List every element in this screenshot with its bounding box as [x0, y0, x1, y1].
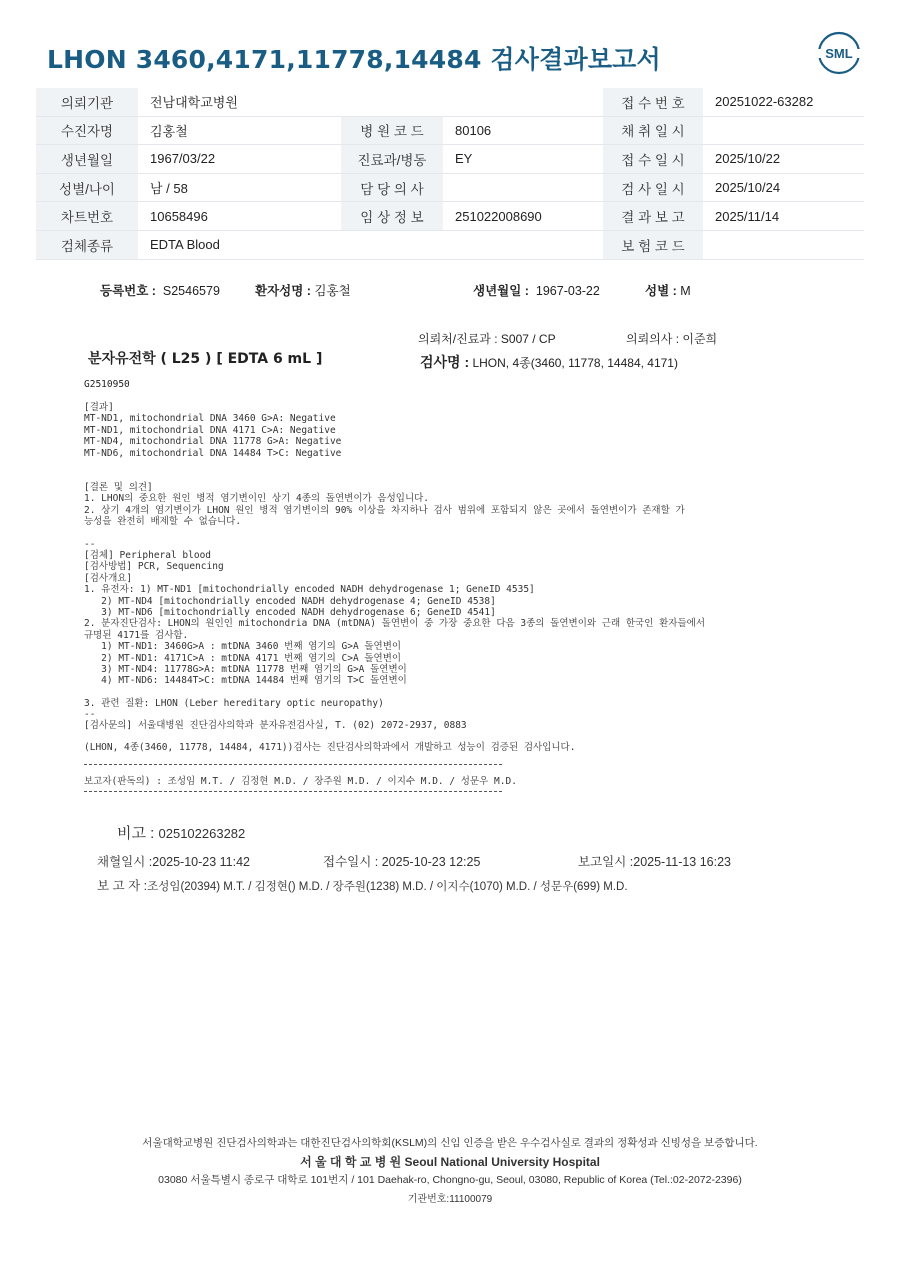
sex-label: 성별 :	[645, 284, 677, 298]
g-number: G2510950	[84, 379, 130, 390]
separator-short: --	[84, 709, 96, 720]
info-label: 채 취 일 시	[603, 116, 703, 145]
logo-text: SML	[825, 46, 853, 61]
report-line: 4) MT-ND6: 14484T>C: mtDNA 14484 번째 염기의 T>C 돌연변이	[84, 675, 407, 687]
info-label: 임 상 정 보	[341, 202, 443, 231]
registration-number-label: 등록번호 :	[100, 284, 156, 298]
report-line	[84, 470, 705, 481]
report-line	[84, 459, 705, 470]
hospital-name: 서 울 대 학 교 병 원 Seoul National University Hospital	[300, 1155, 600, 1169]
info-label: 성별/나이	[36, 173, 138, 202]
birth-date-value: 1967-03-22	[535, 284, 600, 298]
inquiry: [검사문의] 서울대병원 진단검사의학과 분자유전검사실, T. (02) 2072-2937, 0883	[84, 720, 467, 731]
report-line: MT-ND1, mitochondrial DNA 3460 G>A: Negative	[84, 413, 336, 425]
reporters-line: 보고자(판독의) : 조성임 M.T. / 김정현 M.D. / 장주원 M.D. / 이지수 M.D. / 성문우 M.D.	[84, 776, 517, 787]
report-line: 3) MT-ND4: 11778G>A: mtDNA 11778 번째 염기의 G>A 돌연변이	[84, 663, 407, 675]
section-title: 분자유전학 ( L25 ) [ EDTA 6 mL ]	[88, 351, 323, 367]
receive-time: 접수일시 : 2025-10-23 12:25	[323, 855, 481, 869]
info-label: 접 수 번 호	[603, 88, 703, 116]
test-name-label: 검사명 :	[420, 354, 470, 370]
registration-number-value: S2546579	[162, 284, 220, 298]
report-line: MT-ND6, mitochondrial DNA 14484 T>C: Negative	[84, 447, 342, 459]
report-line: [결론 및 의견]	[84, 481, 153, 493]
birth-date-label: 생년월일 :	[473, 284, 529, 298]
reporter-label: 보 고 자 :	[97, 879, 148, 893]
report-line: 1) MT-ND1: 3460G>A : mtDNA 3460 번째 염기의 G>A 돌연변이	[84, 641, 402, 653]
report-line	[84, 527, 705, 538]
info-label: 접 수 일 시	[603, 145, 703, 174]
report-line: 1. LHON의 중요한 원인 병적 염기변이인 상기 4종의 돌연변이가 음성입니다.	[84, 493, 430, 505]
report-line: 능성을 완전히 배제할 수 없습니다.	[84, 515, 242, 527]
lhon-note: (LHON, 4종(3460, 11778, 14484, 4171))검사는 진단검사의학과에서 개발하고 성능이 검증된 검사입니다.	[84, 742, 576, 753]
info-label: 검 사 일 시	[603, 173, 703, 202]
institution-number: 기관번호:11100079	[407, 1194, 493, 1205]
info-label: 결 과 보 고	[603, 202, 703, 231]
referring-department: 의뢰처/진료과 : S007 / CP	[418, 332, 556, 346]
info-value: EDTA Blood	[138, 230, 341, 259]
report-line: 2) MT-ND4 [mitochondrially encoded NADH dehydrogenase 4; GeneID 4538]	[84, 595, 496, 607]
referring-doctor: 의뢰의사 : 이준희	[626, 332, 718, 346]
info-label: 차트번호	[36, 202, 138, 231]
related-disease: 3. 관련 질환: LHON (Leber hereditary optic neuropathy)	[84, 698, 384, 709]
birth-date	[473, 281, 600, 299]
info-value: 20251022-63282	[703, 88, 864, 116]
info-value: 남 / 58	[138, 173, 341, 202]
report-line: [결과]	[84, 402, 114, 413]
registration-number	[100, 281, 220, 299]
info-label: 담 당 의 사	[341, 173, 443, 202]
info-label: 보 험 코 드	[603, 230, 703, 259]
remark	[117, 822, 245, 843]
report-line: [검사방법] PCR, Sequencing	[84, 561, 224, 573]
info-label: 수진자명	[36, 116, 138, 145]
info-value: EY	[443, 145, 603, 174]
report-line: --	[84, 538, 96, 550]
divider-line	[84, 764, 502, 765]
info-label: 진료과/병동	[341, 145, 443, 174]
info-value: 10658496	[138, 202, 341, 231]
info-value: 전남대학교병원	[138, 88, 341, 116]
info-value: 80106	[443, 116, 603, 145]
sex	[645, 281, 691, 299]
divider-line	[84, 791, 502, 792]
info-value: 251022008690	[443, 202, 603, 231]
report-line: [검사개요]	[84, 572, 133, 584]
info-value: 2025/11/14	[703, 202, 864, 231]
remark-label: 비고 :	[117, 825, 155, 842]
test-name	[420, 352, 678, 372]
hospital-address: 03080 서울특별시 종로구 대학로 101번지 / 101 Daehak-ro, Chongno-gu, Seoul, 03080, Republic of Korea (Tel.:02-2072-2396)	[158, 1174, 742, 1186]
patient-name-value: 김홍철	[314, 284, 351, 298]
info-label: 검체종류	[36, 230, 138, 259]
remark-value: 025102263282	[158, 826, 246, 841]
report-line: 2. 상기 4개의 염기변이가 LHON 원인 병적 염기변이의 90% 이상을 차지하나 검사 범위에 포함되지 않은 곳에서 돌연변이가 존재할 가	[84, 504, 685, 516]
report-time: 보고일시 :2025-11-13 16:23	[578, 855, 732, 869]
info-label: 병 원 코 드	[341, 116, 443, 145]
report-line: 2. 분자진단검사: LHON의 원인인 mitochondria DNA (mtDNA) 돌연변이 중 가장 중요한 다음 3종의 돌연변이와 근래 한국인 환자들에서	[84, 618, 706, 630]
info-value: 김홍철	[138, 116, 341, 145]
reporter	[97, 876, 628, 894]
test-name-value: LHON, 4종(3460, 11778, 14484, 4171)	[472, 356, 678, 370]
collect-time: 채혈일시 :2025-10-23 11:42	[97, 855, 251, 869]
info-value: 2025/10/24	[703, 173, 864, 202]
reporter-value: 조성임(20394) M.T. / 김정현() M.D. / 장주원(1238) M.D. / 이지수(1070) M.D. / 성문우(699) M.D.	[147, 881, 628, 893]
report-body	[84, 402, 705, 687]
report-line: 3) MT-ND6 [mitochondrially encoded NADH dehydrogenase 6; GeneID 4541]	[84, 607, 496, 619]
sex-value: M	[680, 284, 691, 298]
report-line: 2) MT-ND1: 4171C>A : mtDNA 4171 번째 염기의 C>A 돌연변이	[84, 652, 402, 664]
report-line: 1. 유전자: 1) MT-ND1 [mitochondrially encoded NADH dehydrogenase 1; GeneID 4535]	[84, 584, 535, 596]
report-line: 규명된 4171를 검사함.	[84, 629, 189, 641]
certification-note: 서울대학교병원 진단검사의학과는 대한진단검사의학회(KSLM)의 신임 인증을 받은 우수검사실로 결과의 정확성과 신빙성을 보증합니다.	[142, 1137, 758, 1149]
patient-name	[255, 281, 351, 299]
patient-name-label: 환자성명 :	[255, 284, 311, 298]
info-label: 생년월일	[36, 145, 138, 174]
report-line: MT-ND1, mitochondrial DNA 4171 C>A: Negative	[84, 424, 336, 436]
report-title: LHON 3460,4171,11778,14484 검사결과보고서	[47, 45, 661, 74]
info-value: 1967/03/22	[138, 145, 341, 174]
report-line: MT-ND4, mitochondrial DNA 11778 G>A: Negative	[84, 436, 342, 448]
info-label: 의뢰기관	[36, 88, 138, 116]
report-line: [검체] Peripheral blood	[84, 550, 212, 562]
info-value: 2025/10/22	[703, 145, 864, 174]
